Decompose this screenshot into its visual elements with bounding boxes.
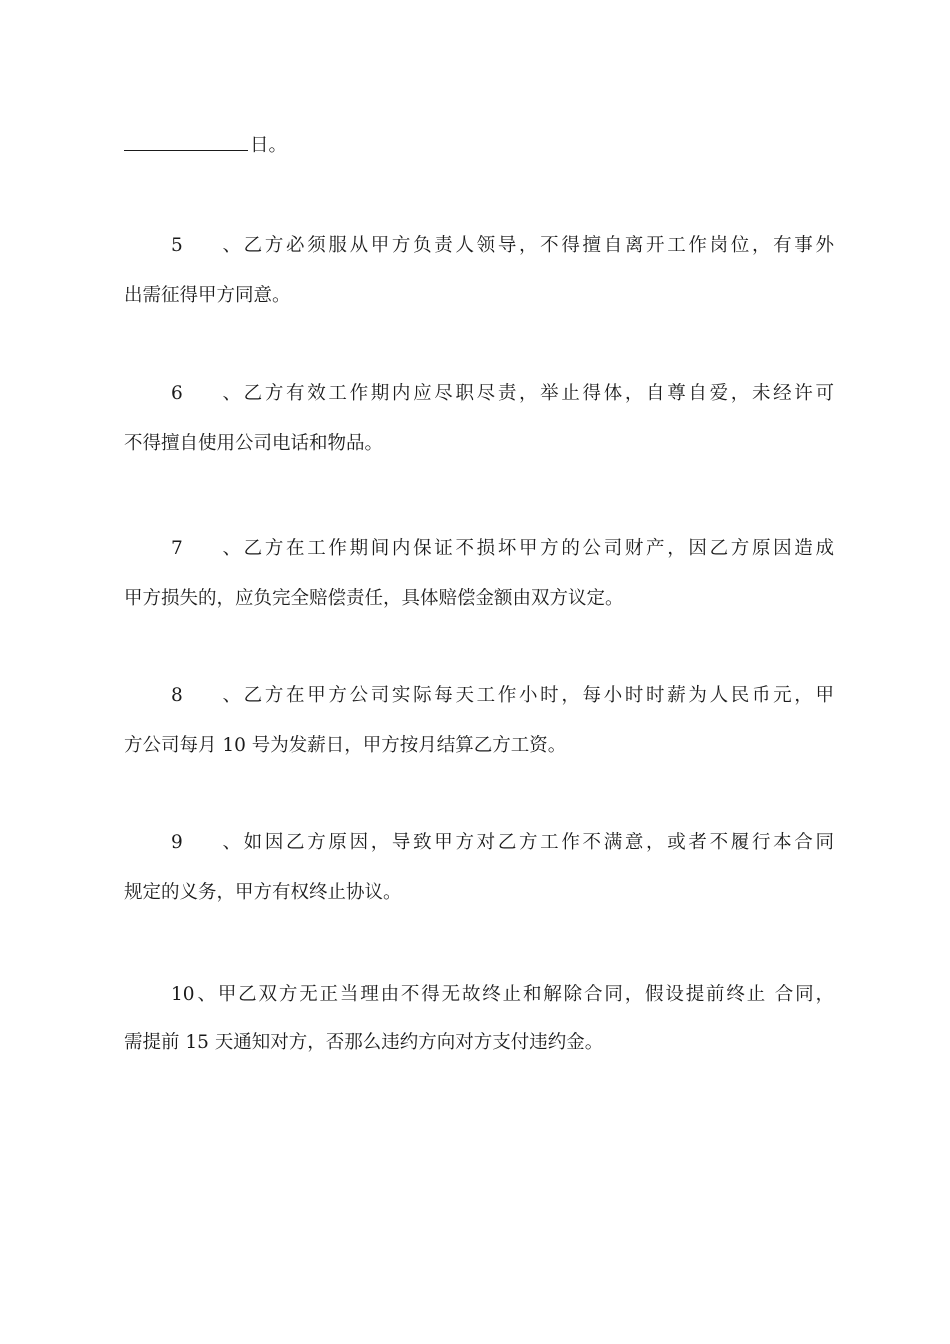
clause-7-text-2: 甲方损失的，应负完全赔偿责任，具体赔偿金额由双方议定。 (124, 588, 624, 609)
clause-7-line-1 (171, 536, 834, 562)
clause-8-text-2: 方公司每月 10 号为发薪日，甲方按月结算乙方工资。 (124, 735, 567, 756)
clause-8-line-2 (124, 733, 834, 759)
clause-6-number: 6、 (171, 383, 241, 404)
top-fragment-text: 日。 (250, 135, 288, 156)
top-fragment (124, 132, 834, 159)
clause-6-line-1 (171, 381, 834, 407)
clause-10-text-1: 甲乙双方无正当理由不得无故终止和解除合同，假设提前终止 合同， (216, 984, 834, 1005)
clause-10-number: 10、 (171, 984, 216, 1005)
clause-6-line-2 (124, 431, 834, 457)
clause-5-line-1 (171, 233, 834, 259)
clause-8-number: 8、 (171, 685, 241, 706)
clause-10-line-1 (171, 982, 834, 1008)
clause-6-text-2: 不得擅自使用公司电话和物品。 (124, 433, 384, 454)
clause-9-line-1 (171, 830, 834, 856)
clause-9-number: 9、 (171, 832, 241, 853)
clause-5-text-1: 乙方必须服从甲方负责人领导，不得擅自离开工作岗位，有事外 (241, 235, 834, 256)
clause-7-text-1: 乙方在工作期间内保证不损坏甲方的公司财产，因乙方原因造成 (241, 538, 834, 559)
clause-9-line-2 (124, 880, 834, 906)
clause-5-line-2 (124, 283, 834, 309)
fill-in-blank (124, 132, 248, 151)
clause-8-line-1 (171, 683, 834, 709)
clause-10-line-2 (124, 1030, 834, 1056)
clause-9-text-1: 如因乙方原因，导致甲方对乙方工作不满意，或者不履行本合同 (241, 832, 834, 853)
clause-5-text-2: 出需征得甲方同意。 (124, 285, 291, 306)
clause-7-number: 7、 (171, 538, 241, 559)
clause-9-text-2: 规定的义务，甲方有权终止协议。 (124, 882, 402, 903)
clause-6-text-1: 乙方有效工作期内应尽职尽责，举止得体，自尊自爱，未经许可 (241, 383, 834, 404)
clause-5-number: 5、 (171, 235, 241, 256)
clause-8-text-1: 乙方在甲方公司实际每天工作小时，每小时时薪为人民币元，甲 (241, 685, 834, 706)
clause-7-line-2 (124, 586, 834, 612)
clause-10-text-2: 需提前 15 天通知对方，否那么违约方向对方支付违约金。 (124, 1032, 604, 1053)
